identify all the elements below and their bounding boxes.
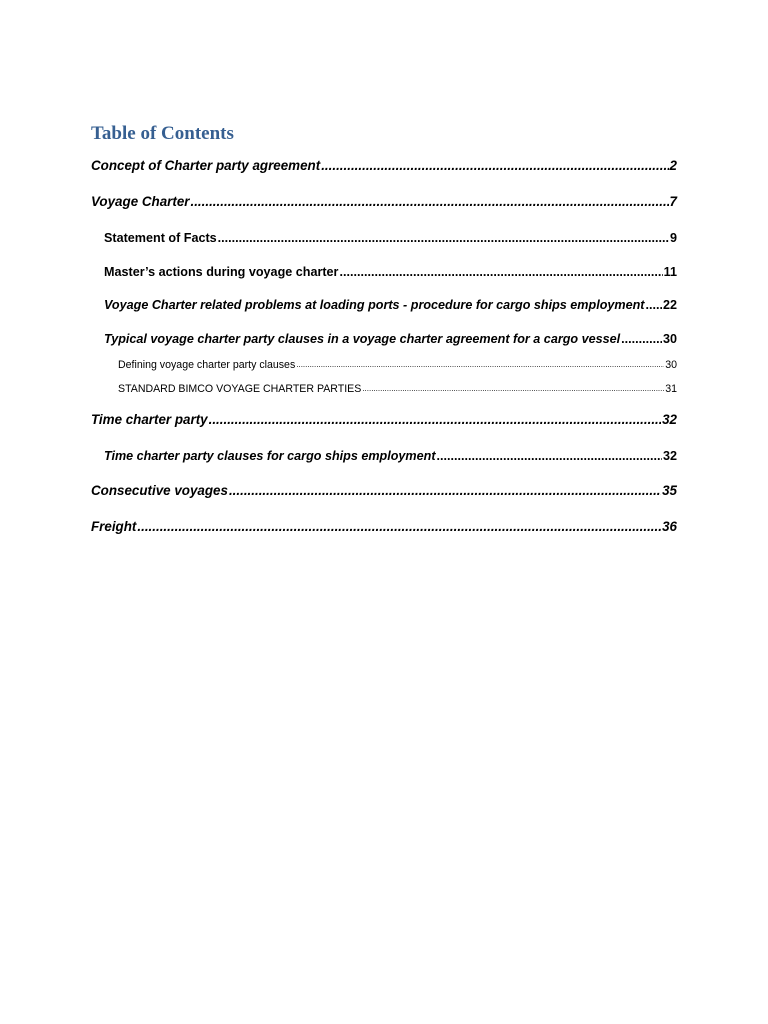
toc-entry-page: 35	[662, 483, 677, 498]
toc-entry-page: 32	[662, 412, 677, 427]
dot-leader	[229, 482, 661, 500]
toc-entry-page: 9	[669, 231, 677, 245]
toc-entry-consecutive-voyages[interactable]	[91, 482, 677, 500]
toc-entry-masters-actions[interactable]	[104, 263, 677, 281]
dot-leader	[209, 411, 661, 429]
toc-entry-page: 22	[662, 298, 677, 312]
toc-entry-loading-port-problems[interactable]	[104, 296, 677, 314]
dot-leader	[190, 193, 668, 211]
dot-leader	[321, 157, 668, 175]
toc-entry-time-charter-clauses[interactable]	[104, 447, 677, 465]
toc-entry-title: Typical voyage charter party clauses in a voyage charter agreement for a cargo vessel	[104, 332, 621, 346]
dot-leader	[218, 229, 669, 247]
dot-leader	[137, 518, 661, 536]
toc-entry-defining-clauses[interactable]	[118, 356, 677, 374]
toc-entry-statement-of-facts[interactable]	[104, 229, 677, 247]
toc-entry-title: Consecutive voyages	[91, 483, 228, 498]
dot-leader	[621, 330, 662, 348]
toc-entry-title: STANDARD BIMCO VOYAGE CHARTER PARTIES	[118, 383, 362, 395]
toc-entry-concept-of-charter-party[interactable]	[91, 157, 677, 175]
dot-leader	[362, 380, 664, 398]
toc-entry-title: Master’s actions during voyage charter	[104, 265, 339, 279]
toc-entry-page: 30	[662, 332, 677, 346]
toc-entry-title: Concept of Charter party agreement	[91, 158, 321, 173]
toc-entry-typical-clauses[interactable]	[104, 330, 677, 348]
toc-entry-time-charter-party[interactable]	[91, 411, 677, 429]
toc-entry-page: 36	[662, 519, 677, 534]
toc-entry-voyage-charter[interactable]	[91, 193, 677, 211]
dot-leader	[645, 296, 662, 314]
toc-entry-page: 32	[662, 449, 677, 463]
toc-entry-page: 30	[665, 359, 677, 371]
toc-entry-title: Statement of Facts	[104, 231, 217, 245]
toc-entry-freight[interactable]	[91, 518, 677, 536]
toc-entry-title: Voyage Charter	[91, 194, 190, 209]
toc-entry-title: Voyage Charter related problems at loading ports - procedure for cargo ships employment	[104, 298, 645, 312]
toc-entry-page: 2	[669, 158, 677, 173]
toc-entry-title: Time charter party	[91, 412, 208, 427]
toc-entry-title: Freight	[91, 519, 137, 534]
toc-entry-title: Time charter party clauses for cargo ships employment	[104, 449, 436, 463]
dot-leader	[437, 447, 662, 465]
toc-entry-bimco-charter-parties[interactable]	[118, 380, 677, 398]
toc-entry-page: 7	[669, 194, 677, 209]
toc-entry-title: Defining voyage charter party clauses	[118, 359, 296, 371]
toc-heading: Table of Contents	[91, 123, 234, 144]
dot-leader	[296, 356, 664, 374]
toc-entry-page: 31	[665, 383, 677, 395]
dot-leader	[339, 263, 662, 281]
toc-entry-page: 11	[663, 265, 677, 279]
